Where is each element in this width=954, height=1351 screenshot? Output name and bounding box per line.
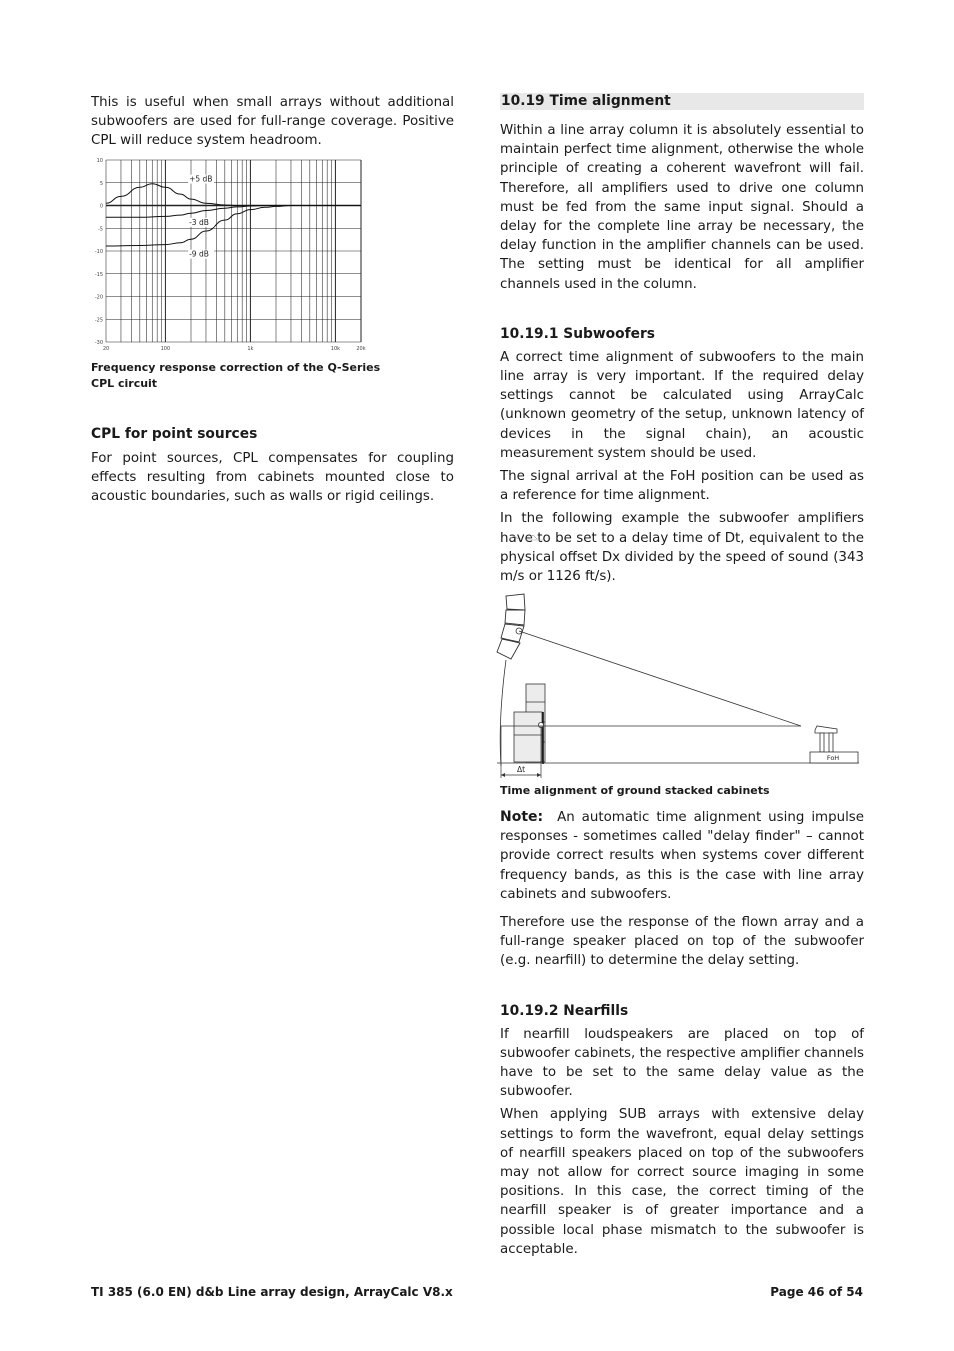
chart-x-tick-label: 20k <box>356 346 366 352</box>
heading-subwoofers: 10.19.1 Subwoofers <box>500 325 655 342</box>
flown-array-icon <box>497 594 525 659</box>
footer-page-number: Page 46 of 54 <box>770 1285 863 1299</box>
chart-y-tick-label: -25 <box>94 317 103 324</box>
chart-series-label: +5 dB <box>189 174 213 184</box>
note-label: Note: <box>500 809 544 825</box>
chart-y-tick-label: -30 <box>94 340 103 346</box>
time-alignment-paragraph: Within a line array column it is absolutely essential to maintain perfect time alignment, otherwise the whole principle of creating a coherent wavefront will fail. Therefore, all amplifiers used to drive one column must be fed from the same input signal. Should a delay for the complete line array be necessary, the delay function in the amplifier channels can be used. The setting must be identical for all amplifier channels used in the column. <box>500 123 864 292</box>
chart-series-line <box>106 206 361 247</box>
chart-series-line <box>106 184 361 206</box>
chart-grid <box>106 160 361 342</box>
chart-series-label: -3 dB <box>189 217 209 227</box>
chart-y-tick-label: 0 <box>99 203 103 210</box>
chart-y-tick-label: -15 <box>94 271 103 278</box>
chart-series-line <box>106 206 361 218</box>
right-column <box>500 93 864 586</box>
chart-x-tick-label: 100 <box>160 346 171 352</box>
foh-label: FoH <box>826 754 840 762</box>
time-alignment-diagram <box>495 530 865 780</box>
note-paragraph <box>500 808 864 904</box>
heading-time-alignment: 10.19 Time alignment <box>500 93 864 110</box>
chart-y-tick-label: -20 <box>94 294 103 301</box>
subwoofers-paragraph-2: The signal arrival at the FoH position can be used as a reference for time alignment. <box>500 469 864 504</box>
chart-y-tick-label: -5 <box>98 226 103 233</box>
chart-series <box>106 175 361 259</box>
chart-x-tick-label: 20 <box>102 346 110 352</box>
nearfills-paragraph-2: When applying SUB arrays with extensive delay settings to form the wavefront, equal delay settings of nearfill speakers placed on top of the subwoofers may not allow for correct source imaging in some positions. In this case, the correct timing of the nearfill speaker is of greater importance and a possible local phase mismatch to the subwoofer is acceptable. <box>500 1107 864 1257</box>
note-paragraph-2: Therefore use the response of the flown array and a full-range speaker placed on top of the subwoofer (e.g. nearfill) to determine the delay setting. <box>500 915 864 969</box>
chart-x-tick-label: 1k <box>247 346 254 352</box>
cpl-heading: CPL for point sources <box>91 426 258 442</box>
chart-y-tick-label: -10 <box>94 249 103 255</box>
intro-paragraph: This is useful when small arrays without additional subwoofers are used for full-range coverage. Positive CPL will reduce system headroom. <box>91 95 454 149</box>
subwoofers-paragraph-1: A correct time alignment of subwoofers to the main line array is very important. If the required delay settings cannot be calculated using ArrayCalc (unknown geometry of the setup, unknown latency of devices in the signal chain), an acoustic measurement system should be used. <box>500 349 864 461</box>
cpl-section <box>91 425 454 507</box>
chart-y-tick-label: 5 <box>99 180 103 187</box>
chart-y-tick-label: 10 <box>96 158 103 164</box>
chart-series-label: -9 dB <box>189 249 209 259</box>
delta-t-label: Δt <box>516 765 526 774</box>
chart-x-tick-label: 10k <box>330 346 341 352</box>
cpl-paragraph: For point sources, CPL compensates for coupling effects resulting from cabinets mounted close to acoustic boundaries, such as walls or rigid ceilings. <box>91 451 454 505</box>
nearfills-paragraph-1: If nearfill loudspeakers are placed on top of subwoofer cabinets, the respective amplifier channels have to be set to the same delay value as the subwoofer. <box>500 1026 864 1100</box>
heading-nearfills: 10.19.2 Nearfills <box>500 1002 629 1019</box>
cpl-frequency-chart <box>88 155 378 355</box>
chart-caption: Frequency response correction of the Q-Series CPL circuit <box>91 361 381 390</box>
footer-doc-title: TI 385 (6.0 EN) d&b Line array design, ArrayCalc V8.x <box>91 1285 453 1299</box>
note-text: An automatic time alignment using impulse responses - sometimes called "delay finder" – cannot provide correct results when systems cover different frequency bands, as this is the case with line array cabinets and subwoofers. <box>500 810 864 902</box>
chart-tick-labels <box>95 158 366 352</box>
diagram-caption: Time alignment of ground stacked cabinets <box>500 784 770 797</box>
lower-right-section <box>500 808 864 1259</box>
left-column <box>91 93 454 151</box>
subwoofers-paragraph-3: In the following example the subwoofer amplifiers have to be set to a delay time of Dt, equivalent to the physical offset Dx divided by the speed of sound (343 m/s or 1126 ft/s). <box>500 511 864 585</box>
